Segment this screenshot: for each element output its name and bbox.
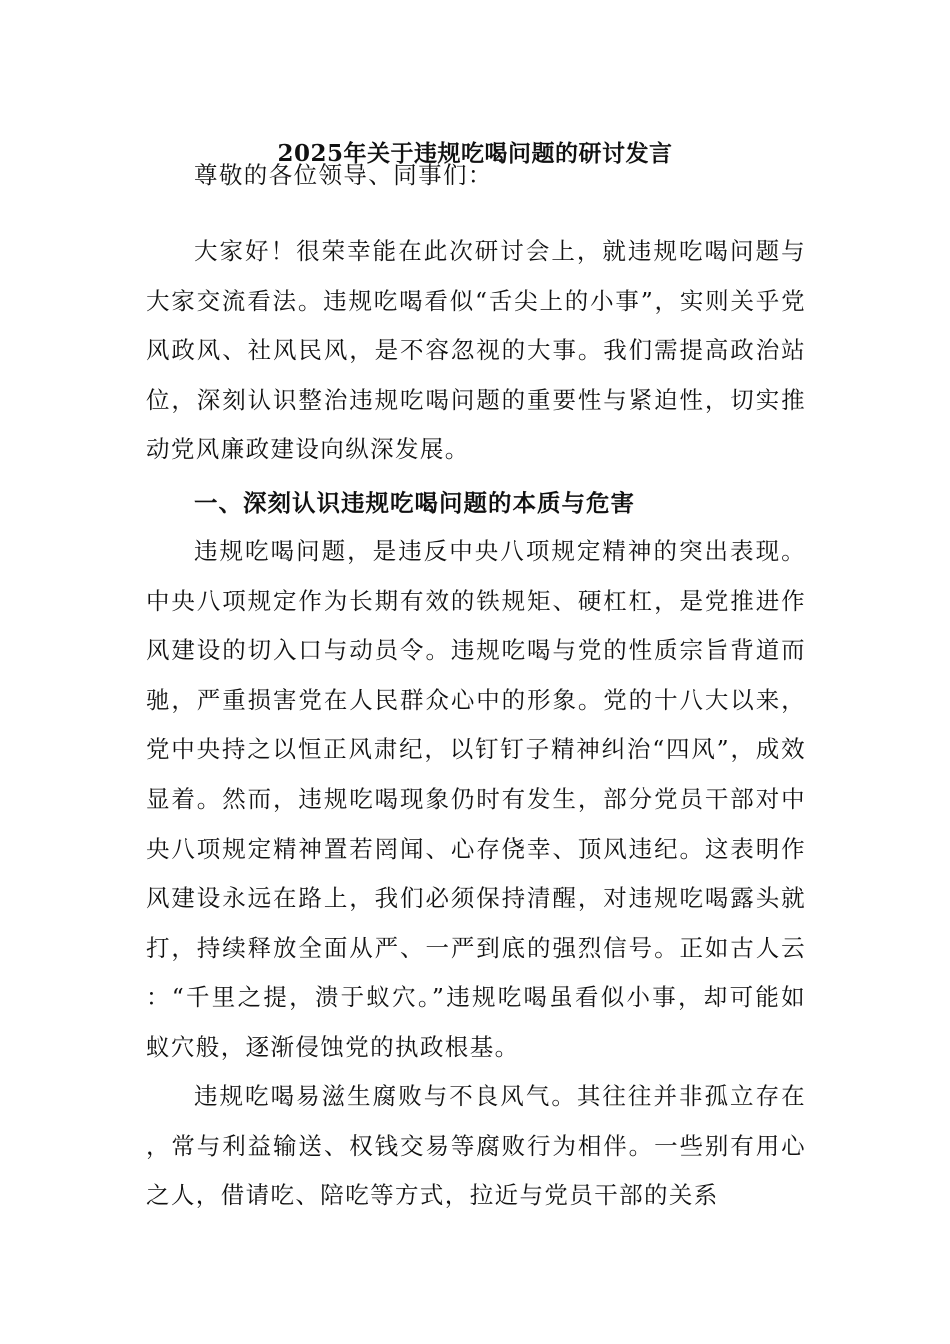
section-heading-1: 一、深刻认识违规吃喝问题的本质与危害	[194, 489, 635, 517]
section-1-paragraph-2: 违规吃喝易滋生腐败与不良风气。其往往并非孤立存在，常与利益输送、权钱交易等腐败行为相伴。一些别有用心之人，借请吃、陪吃等方式，拉近与党员干部的关系	[146, 1082, 806, 1210]
section-1-paragraph-1: 违规吃喝问题，是违反中央八项规定精神的突出表现。中央八项规定作为长期有效的铁规矩、硬杠杠，是党推进作风建设的切入口与动员令。违规吃喝与党的性质宗旨背道而驰，严重损害党在人民群众心中的形象。党的十八大以来，党中央持之以恒正风肃纪，以钉钉子精神纠治“四风”，成效显着。然而，违规吃喝现象仍时有发生，部分党员干部对中央八项规定精神置若罔闻、心存侥幸、顶风违纪。这表明作风建设永远在路上，我们必须保持清醒，对违规吃喝露头就打，持续释放全面从严、一严到底的强烈信号。正如古人云：“千里之提，溃于蚁穴。”违规吃喝虽看似小事，却可能如蚁穴般，逐渐侵蚀党的执政根基。	[146, 537, 806, 1061]
document-title: 2025年关于违规吃喝问题的研讨发言	[277, 140, 673, 167]
intro-paragraph: 大家好！很荣幸能在此次研讨会上，就违规吃喝问题与大家交流看法。违规吃喝看似“舌尖上的小事”，实则关乎党风政风、社风民风，是不容忽视的大事。我们需提高政治站位，深刻认识整治违规吃喝问题的重要性与紧迫性，切实推动党风廉政建设向纵深发展。	[146, 237, 806, 464]
greeting-line: 尊敬的各位领导、同事们：	[194, 161, 493, 189]
